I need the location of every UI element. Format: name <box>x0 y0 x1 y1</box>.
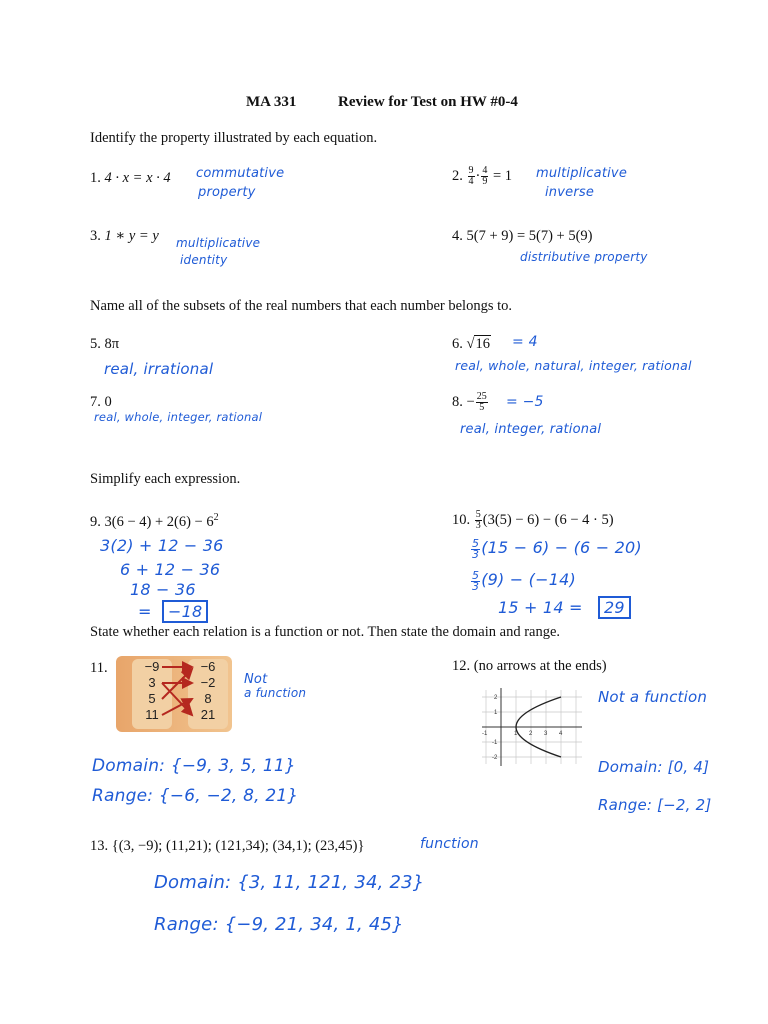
answer-10-boxed: 29 <box>598 596 631 619</box>
domain-value: 3 <box>148 675 156 690</box>
problem-number: 5. <box>90 336 101 352</box>
x-tick-label: 1 <box>514 731 518 737</box>
work-9-step1: 3(2) + 12 − 36 <box>100 536 224 555</box>
answer-6: real, whole, natural, integer, rational <box>455 358 692 373</box>
domain-value: 11 <box>145 707 159 722</box>
domain-11: Domain: {−9, 3, 5, 11} <box>92 756 296 776</box>
equation-rest: = 1 <box>492 167 513 184</box>
fraction-5-3: $\frac{5}{3}$ <box>475 509 481 531</box>
verdict-13: function <box>420 836 479 852</box>
problem-7 <box>90 394 112 411</box>
answer-1-line2: property <box>198 185 256 200</box>
expression: 8π <box>104 336 120 352</box>
y-tick-label: 1 <box>494 710 498 716</box>
expression: 0 <box>104 394 112 410</box>
radicand: 16 <box>475 336 490 352</box>
range-12: Range: [−2, 2] <box>598 796 712 814</box>
problem-number: 12. <box>452 658 471 674</box>
mapping-diagram <box>116 656 232 732</box>
answer-3-line2: identity <box>180 253 228 267</box>
work-9-step3: 18 − 36 <box>130 580 196 599</box>
mapping-arrows <box>116 656 232 732</box>
y-tick-label: 2 <box>494 695 498 701</box>
section-subsets-instructions: Name all of the subsets of the real numbers that each number belongs to. <box>90 298 512 314</box>
x-tick-label: -1 <box>482 731 488 737</box>
answer-2-line2: inverse <box>545 185 595 200</box>
problem-6: 6. √16 <box>452 336 490 352</box>
problem-10 <box>452 510 614 531</box>
page-title: Review for Test on HW #0-4 <box>338 94 518 110</box>
problem-1 <box>90 170 171 187</box>
answer-8: real, integer, rational <box>460 422 602 437</box>
problem-note: (no arrows at the ends) <box>473 658 607 674</box>
verdict-11-line2: a function <box>244 686 307 700</box>
problem-number: 1. <box>90 170 101 186</box>
problem-number: 4. <box>452 228 463 244</box>
problem-number: 13. <box>90 838 109 854</box>
problem-number: 3. <box>90 228 101 244</box>
problem-5 <box>90 336 119 353</box>
x-tick-label: 3 <box>544 731 548 737</box>
y-tick-label: -2 <box>492 755 498 761</box>
domain-value: −9 <box>144 659 160 674</box>
work-10-step2: $\frac{5}{3}$ (9) − (−14) <box>472 569 576 594</box>
problem-13 <box>90 838 364 855</box>
answer-3-line1: multiplicative <box>176 236 261 250</box>
y-tick-label: -1 <box>492 740 498 746</box>
arrow <box>162 699 192 715</box>
range-value: −2 <box>200 675 216 690</box>
answer-5: real, irrational <box>104 360 214 378</box>
expression: 3(6 − 4) + 2(6) − 6 <box>104 513 214 530</box>
domain-12: Domain: [0, 4] <box>598 758 710 776</box>
work-6: = 4 <box>512 334 538 350</box>
x-tick-label: 2 <box>529 731 533 737</box>
x-tick-label: 4 <box>559 731 563 737</box>
range-value: 21 <box>200 707 216 722</box>
problem-number: 10. <box>452 511 471 528</box>
expression: (3(5) − 6) − (6 − 4 · 5) <box>482 511 614 528</box>
work-10-step1: $\frac{5}{3}$ (15 − 6) − (6 − 20) <box>472 537 642 562</box>
equation: 4 · x = x · 4 <box>104 170 171 186</box>
problem-8: 8. − $\frac{25}{5}$ <box>452 391 487 413</box>
problem-9 <box>90 512 219 531</box>
verdict-12: Not a function <box>598 688 708 706</box>
relation-set: {(3, −9); (11,21); (121,34); (34,1); (23,45)} <box>111 838 365 854</box>
problem-4 <box>452 228 593 245</box>
problem-number: 8. <box>452 393 463 410</box>
fraction-25-5: $\frac{25}{5}$ <box>476 391 487 413</box>
section-properties-instructions: Identify the property illustrated by each equation. <box>90 130 378 146</box>
parabola-graph <box>478 684 588 768</box>
problem-number: 2. <box>452 167 463 184</box>
range-value: −6 <box>200 659 216 674</box>
range-13: Range: {−9, 21, 34, 1, 45} <box>154 914 404 935</box>
verdict-11-line1: Not <box>244 672 268 687</box>
section-simplify-instructions: Simplify each expression. <box>90 471 241 487</box>
range-value: 8 <box>204 691 212 706</box>
section-functions-instructions: State whether each relation is a function or not. Then state the domain and range. <box>90 624 561 640</box>
problem-number: 7. <box>90 394 101 410</box>
equation: 1 ∗ y = y <box>104 228 159 244</box>
answer-9-boxed: −18 <box>162 600 208 623</box>
equation: 5(7 + 9) = 5(7) + 5(9) <box>466 228 593 244</box>
problem-number: 9. <box>90 513 101 530</box>
problem-2: 2. $\frac{9}{4}$ · $\frac{4}{9}$ = 1 <box>452 165 513 187</box>
domain-value: 5 <box>148 691 156 706</box>
work-9-step2: 6 + 12 − 36 <box>120 560 221 579</box>
arrow <box>162 683 192 715</box>
work-9-step4: = <box>138 602 152 621</box>
work-10-step3: 15 + 14 = <box>498 598 583 617</box>
problem-11-number: 11. <box>90 660 108 676</box>
fraction-4-9: $\frac{4}{9}$ <box>482 165 488 187</box>
problem-12 <box>452 658 607 675</box>
answer-4: distributive property <box>520 250 648 264</box>
problem-3 <box>90 228 159 245</box>
problem-number: 6. <box>452 336 463 352</box>
course-code: MA 331 <box>246 94 297 110</box>
answer-1-line1: commutative <box>196 166 285 181</box>
domain-13: Domain: {3, 11, 121, 34, 23} <box>154 872 425 893</box>
answer-7: real, whole, integer, rational <box>94 410 263 424</box>
fraction-9-4: $\frac{9}{4}$ <box>468 165 474 187</box>
work-8: = −5 <box>506 394 544 410</box>
exponent: 2 <box>213 512 219 523</box>
answer-2-line1: multiplicative <box>536 166 628 181</box>
range-11: Range: {−6, −2, 8, 21} <box>92 786 299 806</box>
